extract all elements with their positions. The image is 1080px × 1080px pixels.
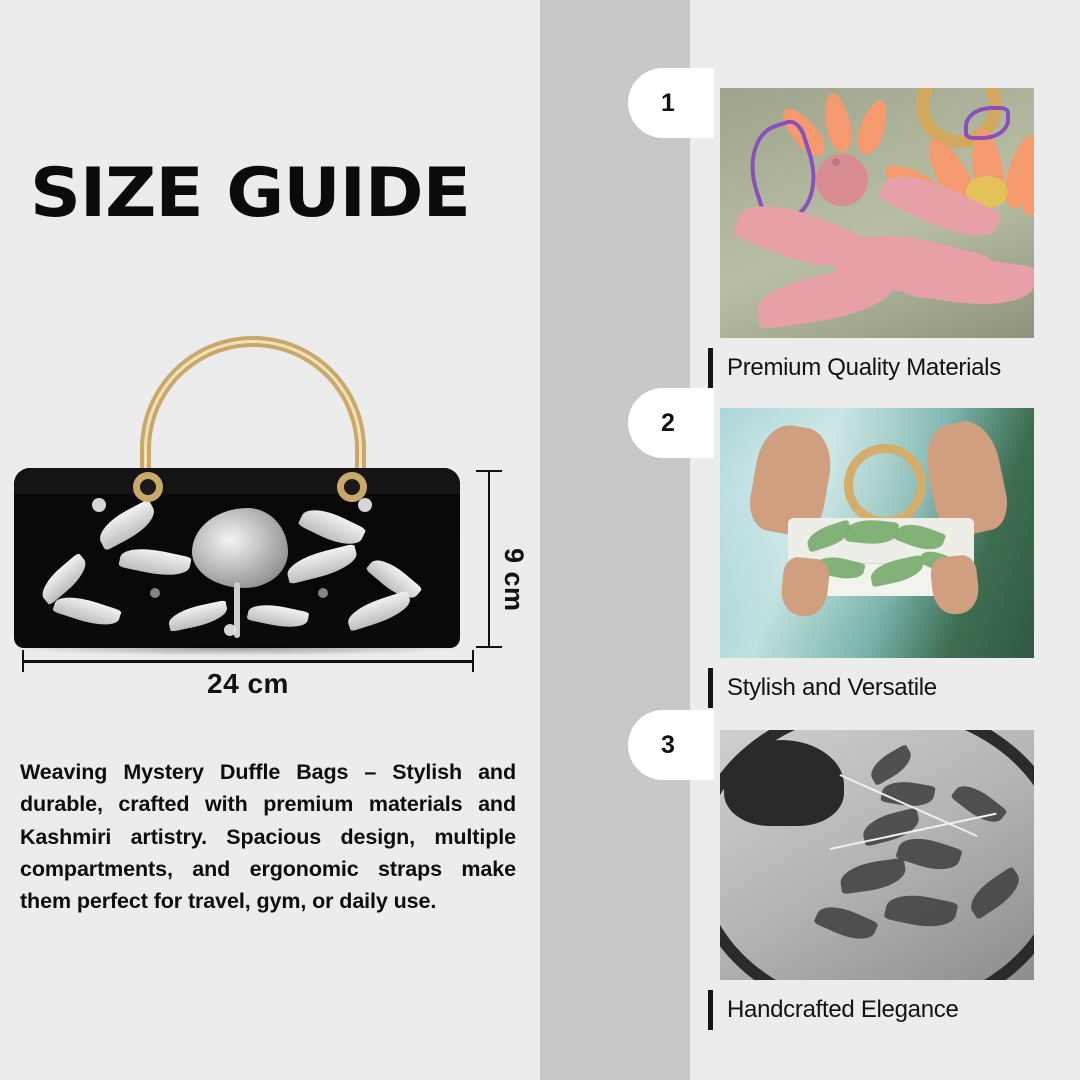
- middle-panel-background: [540, 0, 690, 1080]
- feature-caption-row-1: [708, 348, 1080, 388]
- pink-leaf: [753, 264, 898, 329]
- height-dimension-cap-top: [476, 470, 502, 472]
- caption-accent-bar: [708, 668, 713, 708]
- embroidery-dot: [318, 588, 328, 598]
- feature-number-badge-1: [628, 68, 714, 138]
- width-dimension-label: 24 cm: [207, 668, 289, 699]
- feature-card-3: [661, 710, 1080, 1023]
- feature-number-3: 3: [661, 730, 675, 759]
- clutch-gold-ring: [844, 444, 926, 526]
- orange-petal: [820, 91, 856, 155]
- product-description: Weaving Mystery Duffle Bags – Stylish and durable, crafted with premium materials and Kashmiri artistry. Spacious design, multiple compartments, and ergonomic straps make them perfect for travel, gym, or daily use.: [20, 760, 516, 913]
- height-dimension-label: 9 cm: [499, 548, 529, 612]
- handle-ring-left: [133, 472, 163, 502]
- page-title: SIZE GUIDE: [30, 154, 470, 233]
- bag-top-edge: [14, 468, 460, 494]
- feature-caption-3: Handcrafted Elegance: [727, 996, 959, 1023]
- height-dimension-cap-bottom: [476, 646, 502, 648]
- feature-card-1: [661, 68, 1080, 381]
- feature-number-2: 2: [661, 408, 675, 437]
- feature-caption-2: Stylish and Versatile: [727, 674, 937, 701]
- feature-caption-row-2: [708, 668, 1080, 708]
- orange-petal: [853, 97, 893, 158]
- feature-number-badge-2: [628, 388, 714, 458]
- caption-accent-bar: [708, 348, 713, 388]
- feature-number-1: 1: [661, 88, 675, 117]
- embroidery-dot: [224, 624, 236, 636]
- feature-caption-row-3: [708, 990, 1080, 1030]
- product-illustration: [0, 300, 540, 720]
- flower-bud: [832, 158, 840, 166]
- artisan-thumb: [724, 740, 844, 826]
- width-dimension-line: [22, 660, 474, 663]
- model-holding-clutch-thumbnail: [720, 408, 1034, 658]
- hand-embroidery-process-thumbnail: [720, 730, 1034, 980]
- embroidery-dot: [92, 498, 106, 512]
- feature-number-badge-3: [628, 710, 714, 780]
- embroidery-closeup-thumbnail: [720, 88, 1034, 338]
- embroidery-dot: [358, 498, 372, 512]
- handle-ring-right: [337, 472, 367, 502]
- height-dimension-line: [488, 470, 490, 648]
- feature-card-2: [661, 388, 1080, 701]
- embroidery-dot: [150, 588, 160, 598]
- bag-handle-highlight: [144, 340, 362, 486]
- feature-caption-1: Premium Quality Materials: [727, 354, 1001, 381]
- caption-accent-bar: [708, 990, 713, 1030]
- bag-drop-shadow: [8, 640, 468, 656]
- flower-bud: [816, 154, 868, 206]
